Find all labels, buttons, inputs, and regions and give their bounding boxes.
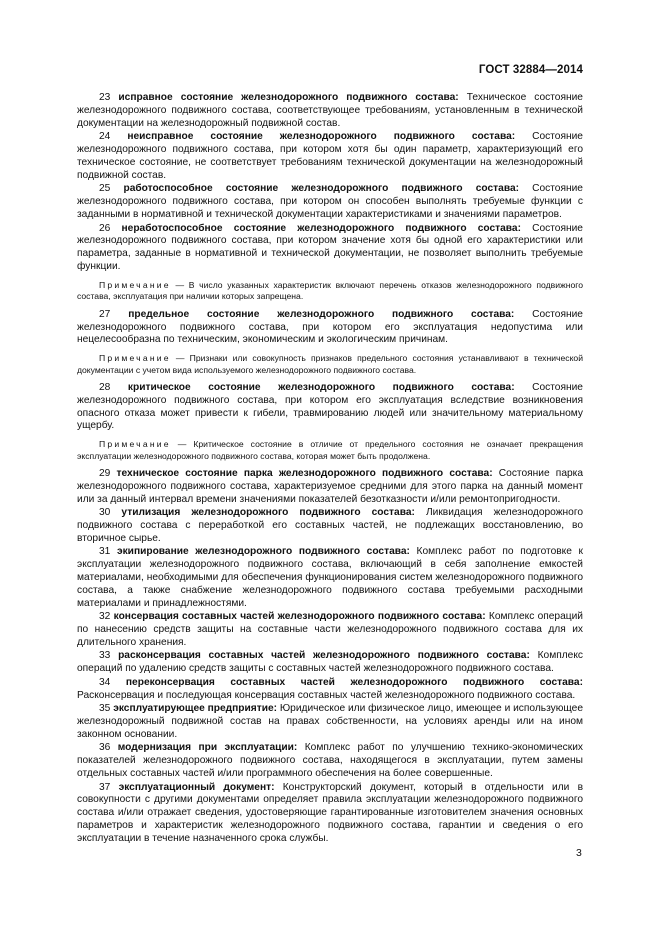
term-number: 36 — [99, 742, 111, 754]
term-entry-36 — [77, 742, 583, 781]
term-entry-24 — [77, 131, 583, 183]
term-entry-32 — [77, 611, 583, 650]
term-number: 23 — [99, 92, 111, 103]
term-title: переконсервация составных частей железнодорожного подвижного состава: — [125, 676, 583, 688]
term-entry-27 — [77, 309, 583, 348]
term-number: 28 — [99, 381, 111, 393]
term-entry-29 — [77, 468, 583, 507]
note-text: — Признаки или совокупность признаков предельного состояния устанавливают в технической документации с учетом вида используемого железнодорожного подвижного состава. — [77, 353, 584, 375]
term-definition: Конструкторский документ, который в отдельности или в совокупности с другими документами определяет правила эксплуатации железнодорожного подвижного состава и/или отражает сведения, удостоверяющие гарантированные изготовителем значения основных параметров и характеристик железнодорожного подвижного состава, гарантии и сведения о его эксплуатации в течение назначенного срока службы. — [77, 781, 583, 845]
term-definition: Состояние железнодорожного подвижного состава, при котором его эксплуатация недопустима или нецелесообразна по техническим, экономическим и экологическим причинам. — [77, 308, 583, 346]
term-entry-37 — [77, 782, 583, 847]
term-title: исправное состояние железнодорожного подвижного состава: — [118, 92, 459, 103]
term-entry-35 — [77, 703, 583, 742]
term-title: неисправное состояние железнодорожного подвижного состава: — [127, 131, 516, 143]
terms-content — [77, 92, 583, 847]
term-number: 33 — [99, 650, 111, 662]
note-label: Примечание — [99, 439, 171, 450]
term-entry-34 — [77, 677, 583, 703]
term-title: работоспособное состояние железнодорожного подвижного состава: — [123, 183, 520, 195]
term-entry-28 — [77, 382, 583, 434]
term-number: 37 — [99, 781, 111, 793]
note-27 — [77, 353, 583, 375]
term-definition: Состояние парка железнодорожного подвижного состава, характеризуемое средними для этого парка на данный момент или за данный интервал времени значениями показателей безотказности и/или ремонтопригодности. — [77, 467, 584, 505]
term-entry-33 — [77, 650, 583, 676]
term-entry-31 — [77, 546, 583, 611]
term-title: модернизация при эксплуатации: — [117, 742, 298, 754]
note-26 — [77, 280, 583, 302]
term-title: утилизация железнодорожного подвижного состава: — [121, 506, 415, 518]
term-definition: Комплекс работ по улучшению технико-экономических показателей железнодорожного подвижного состава, находящегося в эксплуатации, путем замены отдельных составных частей и/или программного обеспечения на более совершенные. — [77, 742, 584, 780]
note-28 — [77, 439, 583, 461]
term-number: 25 — [99, 183, 111, 195]
term-title: предельное состояние железнодорожного подвижного состава: — [128, 308, 515, 320]
term-entry-30 — [77, 507, 583, 546]
note-text: — В число указанных характеристик включают перечень отказов железнодорожного подвижного состава, эксплуатация при наличии которых запрещена. — [77, 280, 583, 302]
term-definition: Ликвидация железнодорожного подвижного состава с переработкой его составных частей, не подлежащих восстановлению, во вторичное сырье. — [77, 506, 583, 544]
term-number: 24 — [99, 131, 111, 143]
term-number: 27 — [99, 308, 111, 320]
term-definition: Расконсервация и последующая консервация составных частей железнодорожного подвижного состава. — [77, 689, 576, 701]
note-text: — Критическое состояние в отличие от предельного состояния не означает прекращения эксплуатации железнодорожного подвижного состава, которая может быть продолжена. — [77, 439, 583, 461]
term-title: критическое состояние железнодорожного подвижного состава: — [127, 381, 515, 393]
term-number: 29 — [99, 467, 111, 479]
term-title: техническое состояние парка железнодорожного подвижного состава: — [116, 467, 493, 479]
term-definition: Состояние железнодорожного подвижного состава, при котором его эксплуатация вследствие возникновения опасного отказа может привести к гибели, травмированию людей или значительному материальному ущербу. — [77, 381, 583, 432]
term-definition: Комплекс работ по подготовке к эксплуатации железнодорожного подвижного состава, включающий в себя заполнение емкостей материалами, необходимыми для обеспечения функционирования систем железнодорожного подвижного состава, а также снабжение железнодорожного подвижного состава требуемыми расходными материалами и принадлежностями. — [77, 546, 583, 609]
term-title: консервация составных частей железнодорожного подвижного состава: — [113, 611, 486, 623]
term-number: 26 — [99, 222, 111, 234]
term-title: эксплуатационный документ: — [118, 781, 275, 793]
term-definition: Техническое состояние железнодорожного подвижного состава, соответствующее требованиям, установленным в технической документации на железнодорожный подвижной состав. — [77, 92, 583, 129]
term-definition: Состояние железнодорожного подвижного состава, при котором он способен выполнять требуемые функции с заданными в нормативной и технической документации характеристиками и значениями параметров. — [77, 183, 583, 221]
term-definition: Состояние железнодорожного подвижного состава, при котором значение хотя бы одной его характеристики или параметра, заданные в нормативной и технической документации, не позволяет выполнить требуемые функции. — [77, 222, 583, 273]
term-title: расконсервация составных частей железнодорожного подвижного состава: — [118, 650, 530, 662]
page-number: 3 — [576, 847, 582, 859]
term-definition: Комплекс операций по нанесению средств защиты на составные части железнодорожного подвижного состава для их длительного хранения. — [77, 611, 583, 649]
term-number: 30 — [99, 506, 111, 518]
term-number: 31 — [99, 546, 111, 558]
term-entry-23 — [77, 92, 583, 131]
term-number: 32 — [99, 611, 111, 623]
term-title: эксплуатирующее предприятие: — [113, 703, 278, 715]
term-definition: Юридическое или физическое лицо, имеющее и использующее железнодорожный подвижной состав на правах собственности, на условиях аренды или на ином законном основании. — [77, 703, 583, 740]
term-title: экипирование железнодорожного подвижного состава: — [116, 546, 410, 558]
note-label: Примечание — [99, 280, 171, 291]
term-number: 35 — [99, 703, 111, 715]
term-entry-25 — [77, 183, 583, 222]
term-definition: Комплекс операций по удалению средств защиты с составных частей железнодорожного подвижного состава. — [77, 650, 583, 675]
term-entry-26 — [77, 223, 583, 275]
standard-header: ГОСТ 32884—2014 — [478, 64, 583, 76]
note-label: Примечание — [99, 353, 171, 364]
term-number: 34 — [99, 676, 111, 688]
term-definition: Состояние железнодорожного подвижного состава, при котором хотя бы один параметр, характеризующий его техническое состояние, не соответствует требованиям технической документации на железнодорожный подвижной состав. — [77, 131, 583, 181]
term-title: неработоспособное состояние железнодорожного подвижного состава: — [121, 222, 521, 234]
